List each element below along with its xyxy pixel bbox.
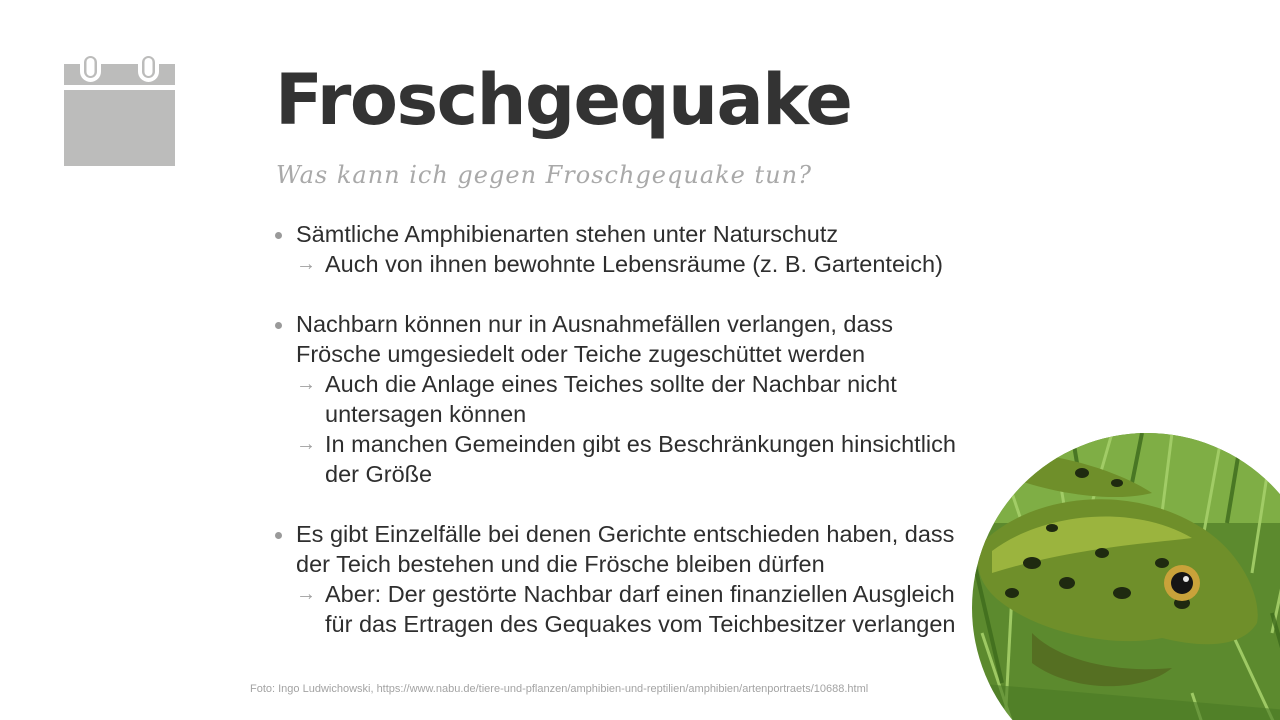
- sub-item-text: Auch die Anlage eines Teiches sollte der Nachbar nicht untersagen können: [325, 371, 897, 427]
- sub-item: [296, 369, 972, 429]
- bullet-icon: [275, 232, 282, 239]
- bullet-icon: [275, 532, 282, 539]
- arrow-right-icon: →: [296, 433, 316, 455]
- bullet-icon: [275, 322, 282, 329]
- bullet-text: Es gibt Einzelfälle bei denen Gerichte entschieden haben, dass der Teich bestehen und die Frösche bleiben dürfen: [296, 521, 955, 577]
- bullet-text: Nachbarn können nur in Ausnahmefällen verlangen, dass Frösche umgesiedelt oder Teiche zugeschüttet werden: [296, 311, 894, 367]
- sub-item-text: Auch von ihnen bewohnte Lebensräume (z. B. Gartenteich): [325, 251, 943, 277]
- page-subtitle: Was kann ich gegen Froschgequake tun?: [276, 161, 812, 189]
- arrow-right-icon: →: [296, 253, 316, 275]
- page-title: Froschgequake: [275, 59, 852, 141]
- list-item: [272, 309, 972, 489]
- sub-item-text: Aber: Der gestörte Nachbar darf einen finanziellen Ausgleich für das Ertragen des Gequakes vom Teichbesitzer verlangen: [325, 581, 956, 637]
- sub-item: [296, 579, 972, 639]
- list-item: [272, 519, 972, 639]
- calendar-icon: [64, 54, 175, 166]
- sub-item-text: In manchen Gemeinden gibt es Beschränkungen hinsichtlich der Größe: [325, 431, 956, 487]
- arrow-right-icon: →: [296, 373, 316, 395]
- bullet-list: [272, 219, 972, 669]
- arrow-right-icon: →: [296, 583, 316, 605]
- photo-credit: Foto: Ingo Ludwichowski, https://www.nabu.de/tiere-und-pflanzen/amphibien-und-reptilien/amphibien/artenportraets/10688.html: [250, 683, 869, 695]
- sub-item: [296, 429, 972, 489]
- sub-item: [296, 249, 972, 279]
- bullet-text: Sämtliche Amphibienarten stehen unter Naturschutz: [296, 221, 839, 247]
- frog-photo: [972, 433, 1280, 720]
- list-item: [272, 219, 972, 279]
